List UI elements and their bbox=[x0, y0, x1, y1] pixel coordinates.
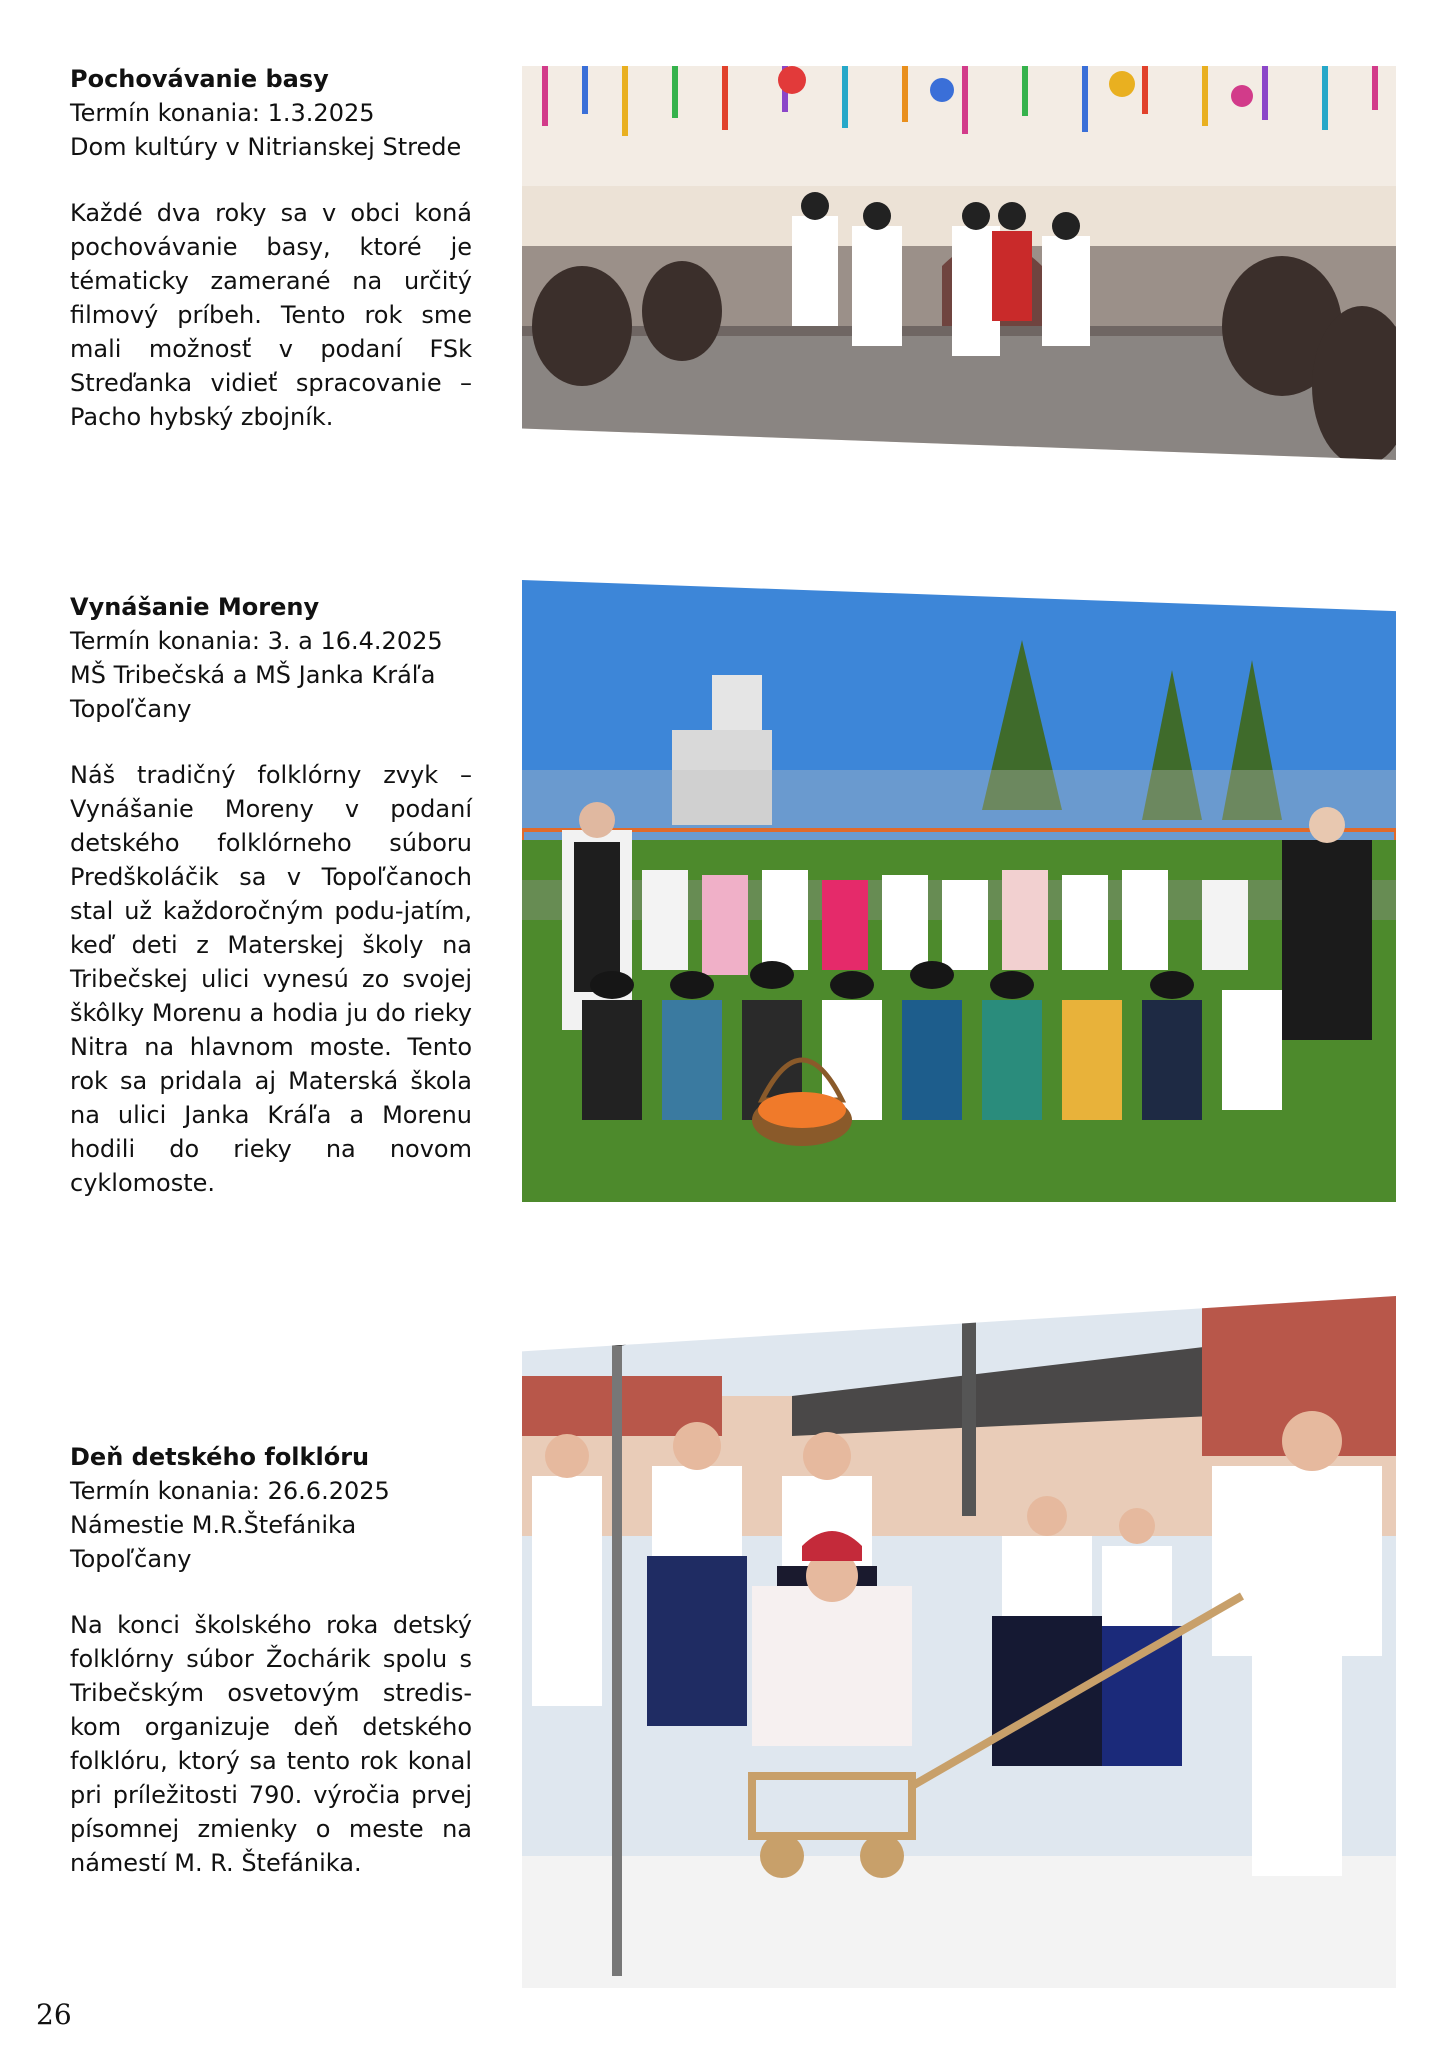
event-place-city: Topoľčany bbox=[70, 1545, 192, 1573]
event-place: Námestie M.R.Štefánika bbox=[70, 1511, 357, 1539]
page-number: 26 bbox=[36, 1998, 72, 2031]
event-date: Termín konania: 3. a 16.4.2025 bbox=[70, 627, 443, 655]
children-group-photo bbox=[522, 580, 1396, 1202]
section-body: Náš tradičný folklórny zvyk – Vynášanie Moreny v podaní detského folklórneho súboru Predškoláčik sa v Topoľčanoch stal už každoročným podu-jatím, keď deti z Materskej školy na Tribečskej ulici vynesú zo svojej škôlky Morenu a hodia ju do rieky Nitra na hlavnom moste. Tento rok sa pridala aj Materská škola na ulici Janka Kráľa a Morenu hodili do rieky na novom cyklomoste. bbox=[70, 761, 472, 1197]
stage-performance-photo bbox=[522, 1296, 1396, 1988]
event-date: Termín konania: 1.3.2025 bbox=[70, 99, 375, 127]
section-den-detskeho-folkloru bbox=[70, 1440, 472, 1880]
section-title: Deň detského folklóru bbox=[70, 1443, 370, 1471]
section-body: Na konci školského roka detský folklórny súbor Žochárik spolu s Tribečským osvetovým stredis-kom organizuje deň detského folklóru, ktorý sa tento rok konal pri príležitosti 790. výročia prvej písomnej zmienky o meste na námestí M. R. Štefánika. bbox=[70, 1611, 472, 1877]
event-place: Dom kultúry v Nitrianskej Strede bbox=[70, 133, 462, 161]
event-place: MŠ Tribečská a MŠ Janka Kráľa bbox=[70, 661, 436, 689]
section-vynasanie-moreny bbox=[70, 590, 472, 1200]
event-place-city: Topoľčany bbox=[70, 695, 192, 723]
dance-hall-photo bbox=[522, 66, 1396, 460]
event-date: Termín konania: 26.6.2025 bbox=[70, 1477, 390, 1505]
section-title: Vynášanie Moreny bbox=[70, 593, 320, 621]
section-title: Pochovávanie basy bbox=[70, 65, 329, 93]
section-body: Každé dva roky sa v obci koná pochovávanie basy, ktoré je tématicky zamerané na určitý filmový príbeh. Tento rok sme mali možnosť v podaní FSk Streďanka vidieť spracovanie – Pacho hybský zbojník. bbox=[70, 199, 472, 431]
section-pochovavanie-basy bbox=[70, 62, 472, 434]
